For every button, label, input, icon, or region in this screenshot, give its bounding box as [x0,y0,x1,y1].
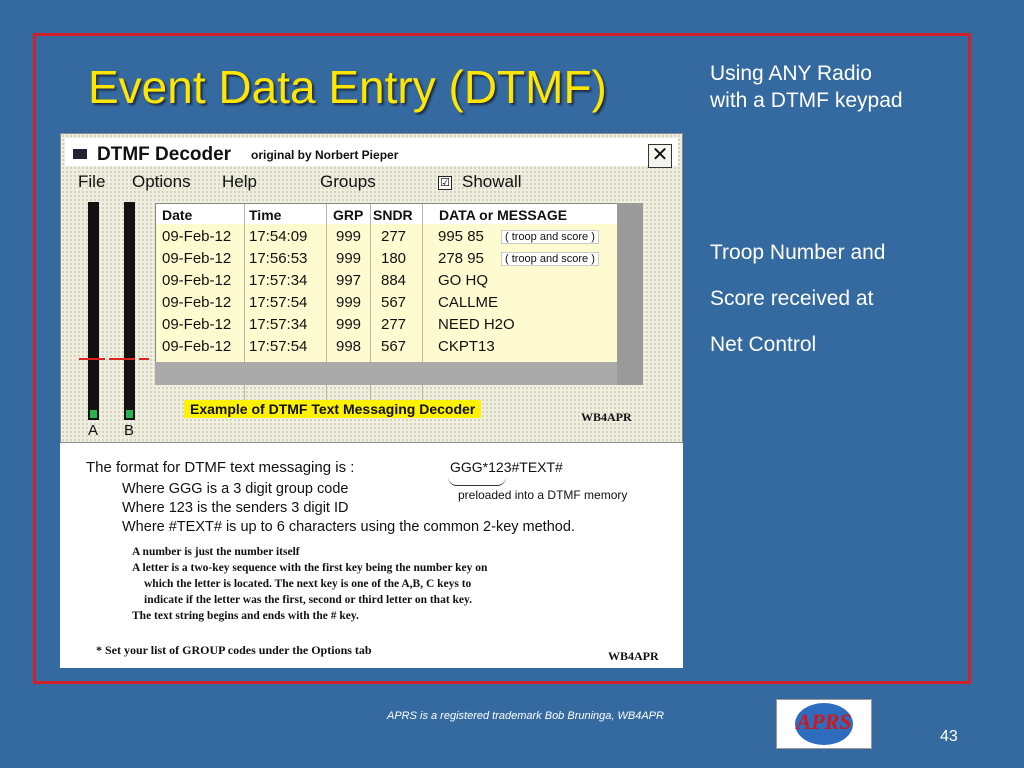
format-credit: WB4APR [608,649,659,663]
threshold-line-b [139,358,149,360]
cell-sndr: 180 [381,250,407,267]
cell-date: 09-Feb-12 [162,316,232,333]
table-row[interactable] [156,271,618,293]
format-code: GGG*123#TEXT# [450,459,563,475]
decoder-screenshot [60,133,683,668]
menu-options[interactable]: Options [132,172,191,191]
rule-line: which the letter is located. The next key is one of the A,B, C keys to [144,578,472,590]
table-row[interactable] [156,315,618,337]
threshold-line-mid [109,358,135,360]
grid-horizontal-scrollbar[interactable] [155,362,617,385]
side-note-line: Using ANY Radio [710,62,872,85]
preload-note: preloaded into a DTMF memory [458,488,628,502]
cell-date: 09-Feb-12 [162,294,232,311]
cell-sndr: 277 [381,228,407,245]
where-line-group: Where GGG is a 3 digit group code [122,481,349,497]
logo-text: APRS [796,709,852,734]
cell-data: CKPT13 [438,338,495,355]
cell-date: 09-Feb-12 [162,250,232,267]
cell-date: 09-Feb-12 [162,338,232,355]
level-meter-b [124,202,135,420]
where-line-id: Where 123 is the senders 3 digit ID [122,500,349,516]
rule-line: The text string begins and ends with the # key. [132,610,359,622]
cell-data: 278 95 [438,250,484,267]
decoder-caption: Example of DTMF Text Messaging Decoder [184,400,481,418]
cell-time: 17:57:34 [249,272,308,289]
cell-sndr: 884 [381,272,407,289]
cell-time: 17:56:53 [249,250,308,267]
column-header-sndr[interactable]: SNDR [373,207,413,223]
side-note-radio [710,60,970,114]
cell-grp: 998 [336,338,362,355]
cell-sndr: 277 [381,316,407,333]
level-meter-a [88,202,99,420]
menu-help[interactable]: Help [222,172,257,191]
table-row[interactable] [156,337,618,359]
trademark-note: APRS is a registered trademark Bob Bruninga, WB4APR [387,710,664,722]
column-header-time[interactable]: Time [249,207,282,223]
side-note-line: Net Control [710,333,817,356]
cell-data: CALLME [438,294,499,311]
aprs-logo [776,699,872,749]
column-header-data[interactable]: DATA or MESSAGE [439,207,568,223]
table-row[interactable] [156,249,618,271]
cell-grp: 999 [336,250,362,267]
grid-vertical-scrollbar[interactable] [617,203,643,385]
page-number: 43 [940,728,958,745]
cell-data: 995 85 [438,228,484,245]
app-icon [73,149,87,159]
showall-label: Showall [462,172,522,191]
footnote: * Set your list of GROUP codes under the Options tab [96,643,372,657]
message-grid [155,203,643,385]
cell-time: 17:57:34 [249,316,308,333]
menu-file[interactable]: File [78,172,106,191]
slide-title: Event Data Entry (DTMF) [88,61,607,113]
cell-grp: 999 [336,294,362,311]
side-note-troop [710,230,970,368]
window-credit: WB4APR [581,410,632,424]
table-row[interactable] [156,293,618,315]
showall-checkbox[interactable]: ☑ [438,176,452,190]
menu-groups[interactable]: Groups [320,172,376,191]
threshold-line-a [79,358,105,360]
cell-data: GO HQ [438,272,489,289]
meter-level [90,410,97,418]
format-heading: The format for DTMF text messaging is : [86,459,355,476]
cell-sndr: 567 [381,294,407,311]
table-row[interactable] [156,227,618,249]
brace-icon [448,477,506,486]
cell-grp: 997 [336,272,362,289]
rule-line: A letter is a two-key sequence with the first key being the number key on [132,562,488,574]
cell-time: 17:57:54 [249,338,308,355]
cell-grp: 999 [336,316,362,333]
dtmf-decoder-window [60,133,683,443]
side-note-line: Troop Number and [710,241,886,264]
side-note-line: Score received at [710,287,874,310]
cell-data: NEED H2O [438,316,515,333]
cell-date: 09-Feb-12 [162,228,232,245]
cell-time: 17:54:09 [249,228,308,245]
meter-level [126,410,133,418]
cell-time: 17:57:54 [249,294,308,311]
column-header-grp[interactable]: GRP [333,207,364,223]
window-title: DTMF Decoder [97,144,232,165]
cell-note: ( troop and score ) [501,230,599,244]
cell-grp: 999 [336,228,362,245]
window-subtitle: original by Norbert Pieper [251,148,399,162]
cell-date: 09-Feb-12 [162,272,232,289]
cell-note: ( troop and score ) [501,252,599,266]
rule-line: indicate if the letter was the first, second or third letter on that key. [144,594,473,606]
column-header-date[interactable]: Date [162,207,193,223]
meter-label-a: A [88,422,99,439]
side-note-line: with a DTMF keypad [710,89,903,112]
cell-sndr: 567 [381,338,407,355]
window-titlebar [65,138,678,166]
close-icon[interactable]: ✕ [648,144,672,168]
rule-line: A number is just the number itself [132,546,300,558]
where-line-text: Where #TEXT# is up to 6 characters using the common 2-key method. [122,519,575,535]
meter-label-b: B [124,422,135,439]
